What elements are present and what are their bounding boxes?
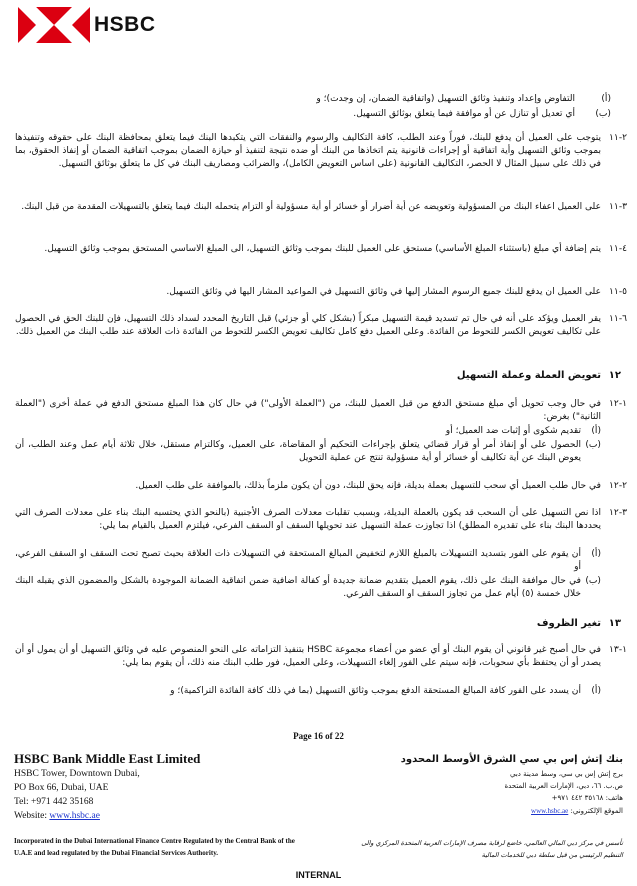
footer-pobox-ar: ص.ب. ٦٦، دبي، الإمارات العربية المتحدة <box>504 782 623 790</box>
clause-text: يتوجب على العميل أن يدفع للبنك، فوراً وعند الطلب، كافة التكاليف والرسوم والنفقات التي يتكبدها البنك فيما يتعلق بمحافظة البنك على حقوقه وتنفيذها بموجب وثائق التسهيل وأية اتفاقية أو إجراءات قانونية يتم اتخاذها من البنك أو ضده نتيجة لتنفيذ أو حيازة الضمان بموجب اتفاقية الضمان أو إنفاذ الحقوق، بما في ذلك على سبيل المثال لا الحصر، التكاليف القانونية (على اساس التعويض الكامل)، والضرائب ومصاريف البنك في كل ما يتعلق بوثائق التسهيل. <box>15 133 601 170</box>
footer-legal-en <box>14 835 334 859</box>
sub-item-label: (ب) <box>585 440 601 450</box>
sub-item-label: (أ) <box>591 549 601 559</box>
footer-website-label-ar: الموقع الإلكتروني: <box>570 807 623 815</box>
clause-num: ٣-١٢ <box>609 508 627 518</box>
sub-item-label: (أ) <box>591 686 601 696</box>
clause-text: في حال أصبح غير قانوني أن يقوم البنك أو أي عضو من أعضاء مجموعة HSBC بتنفيذ التزاماته على النحو المنصوص عليه في وثائق التسهيل أو أن يمول أو أن يصدر أو أن يحتفظ بأي سحوبات، فإنه سيتم على الفور إلغاء التسهيلات، وعلى العميل، فور طلب البنك منه ذلك، أن يقوم بما يلي: <box>15 645 601 669</box>
clause-text: على العميل اعفاء البنك من المسؤولية وتعويضه عن أية أضرار أو خسائر أو أية مسؤولية أو التزام يتحمله البنك فيما يتعلق بالتسهيلات المقدمة من قبل البنك. <box>21 202 601 212</box>
footer-legal-ar <box>323 837 623 861</box>
clause-text: يقر العميل ويؤكد على أنه في حال تم تسديد قيمة التسهيل مبكراً (بشكل كلي أو جزئي) قبل التاريخ المحدد لسداد ذلك التسهيل، فإن للبنك الحق في الحصول على تكاليف تعويض الكسر للتحوط من الفائدة. وعلى العميل دفع كامل تكاليف تعويض الكسر للتحوط من الفائدة ذات العلاقة عند طلب البنك من العميل ذلك. <box>15 314 601 338</box>
clause-text: اذا نص التسهيل على أن السحب قد يكون بالعملة البديلة، وبسبب تقلبات معدلات الصرف الأجنبية (بالنحو الذي يحتسبه البنك بناء على معدلات الصرف التي يحددها البنك بناء على تقديره المطلق) اذا تجاوزت عملة التسهيل عند تحويلها السقف او السقف الفرعي، فيلتزم العميل بالقيام بما يلي: <box>15 508 601 532</box>
item-a-text: التفاوض وإعداد وتنفيذ وثائق التسهيل (واتفاقية الضمان، إن وجدت)؛ و <box>316 94 575 104</box>
footer-legal-en-line2: U.A.E and lead regulated by the Dubai Financial Services Authority. <box>14 849 219 857</box>
clause-text: في حال طلب العميل أي سحب للتسهيل بعملة بديلة، فإنه يحق للبنك، دون أن يكون ملزماً بذلك، بالموافقة على طلب العميل. <box>135 481 601 491</box>
clause-text: على العميل ان يدفع للبنك جميع الرسوم المشار إليها في وثائق التسهيل في المواعيد المشار اليها في وثائق التسهيل. <box>166 287 601 297</box>
page-number: Page 16 of 22 <box>293 731 344 741</box>
footer-website-link-ar[interactable]: www.hsbc.ae <box>531 807 569 815</box>
clause-text: يتم إضافة أي مبلغ (باستثناء المبلغ الأساسي) مستحق على العميل للبنك بموجب وثائق التسهيل، الى المبلغ الاساسي المستحق بموجب وثائق التسهيل. <box>44 244 601 254</box>
footer-address-ar: برج إتش إس بي سي، وسط مدينة دبي <box>510 770 623 778</box>
hsbc-logo <box>18 7 168 43</box>
clause-text: في حال وجب تحويل أي مبلغ مستحق الدفع من قبل العميل للبنك، من ("العملة الأولى") في حال كان هذا المبلغ مستحق الدفع في عملة أخرى ("العملة الثانية") بغرض: <box>15 399 601 423</box>
clause-num: ٥-١١ <box>609 287 627 297</box>
clause-num: ٤-١١ <box>609 244 627 254</box>
footer-website-row-ar <box>343 804 623 818</box>
clause-num: ٢-١٢ <box>609 481 627 491</box>
footer-phone-en: Tel: +971 442 35168 <box>14 797 94 807</box>
classification-label: INTERNAL <box>295 870 342 880</box>
footer-pobox-en: PO Box 66, Dubai, UAE <box>14 783 109 793</box>
item-b-text: أي تعديل أو تنازل عن أو موافقة فيما يتعلق بوثائق التسهيل. <box>353 109 575 119</box>
section-number: ١٣ <box>608 618 621 629</box>
footer-website-row-en <box>14 809 314 823</box>
footer-legal-ar-line2: التنظيم الرئيسي من قبل سلطة دبي للخدمات المالية <box>481 851 623 859</box>
item-a-label: (أ) <box>601 94 611 104</box>
sub-item-text: في حال موافقة البنك على ذلك، يقوم العميل بتقديم ضمانة جديدة أو كفالة اضافية ضمن اتفاقية الضمانة الموجودة بالشكل والمضمون الذي يقبله البنك خلال خمسة (٥) أيام عمل من تجاوز السقف او السقف الفرعي. <box>15 576 581 600</box>
clause-num: ١-١٣ <box>609 645 627 655</box>
clause-num: ١-١٢ <box>609 399 627 409</box>
footer-company-ar: بنك إتش إس بي سي الشرق الأوسط المحدود <box>400 754 623 765</box>
footer-address-en: HSBC Tower, Downtown Dubai, <box>14 769 140 779</box>
footer-website-label-en: Website: <box>14 811 48 821</box>
section-title: تغير الظروف <box>536 618 601 629</box>
footer-website-link-en[interactable]: www.hsbc.ae <box>49 811 100 821</box>
sub-item-text: أن يسدد على الفور كافة المبالغ المستحقة الدفع بموجب وثائق التسهيل (بما في ذلك كافة الفائدة التراكمية)؛ و <box>170 686 581 696</box>
sub-item-label: (أ) <box>591 426 601 436</box>
sub-item-label: (ب) <box>585 576 601 586</box>
footer-legal-ar-line1: تأسس في مركز دبي المالي العالمي، خاضع لرقابة مصرف الإمارات العربية المتحدة المركزي والى <box>361 839 623 847</box>
section-number: ١٢ <box>608 370 621 381</box>
footer-phone-ar: هاتف: ٣٥١٦٨ ٤٤٢ ٩٧١+ <box>551 794 623 802</box>
footer-company-en: HSBC Bank Middle East Limited <box>14 751 201 766</box>
footer-english <box>14 750 314 823</box>
sub-item-text: أن يقوم على الفور بتسديد التسهيلات بالمبلغ اللازم لتخفيض المبالغ المستحقة في التسهيلات ذات العلاقة بحيث تصبح تحت السقف او السقف الفرعي، أو <box>15 549 581 573</box>
sub-item-text: الحصول على أو إنفاذ أمر أو قرار قضائي يتعلق بإجراءات التحكيم أو المقاضاة، على العميل، وكالتزام مستقل، خلال ثلاثة أيام عمل وعند الطلب، أن يعوض البنك عن أية تكاليف أو خسائر أو أية مسؤولية تنتج عن عملية التحويل <box>15 440 581 464</box>
clause-num: ٣-١١ <box>609 202 627 212</box>
brand-name: HSBC <box>94 13 156 36</box>
footer-legal-en-line1: Incorporated in the Dubai International Finance Centre Regulated by the Central Bank of the <box>14 837 295 845</box>
clause-num: ٢-١١ <box>609 133 627 143</box>
footer-arabic <box>343 752 623 818</box>
clause-num: ٦-١١ <box>609 314 627 324</box>
sub-item-text: تقديم شكوى أو إثبات ضد العميل؛ أو <box>445 426 581 436</box>
hsbc-hexagon-icon <box>18 7 90 43</box>
section-title: تعويض العملة وعملة التسهيل <box>456 370 601 381</box>
item-b-label: (ب) <box>595 109 611 119</box>
